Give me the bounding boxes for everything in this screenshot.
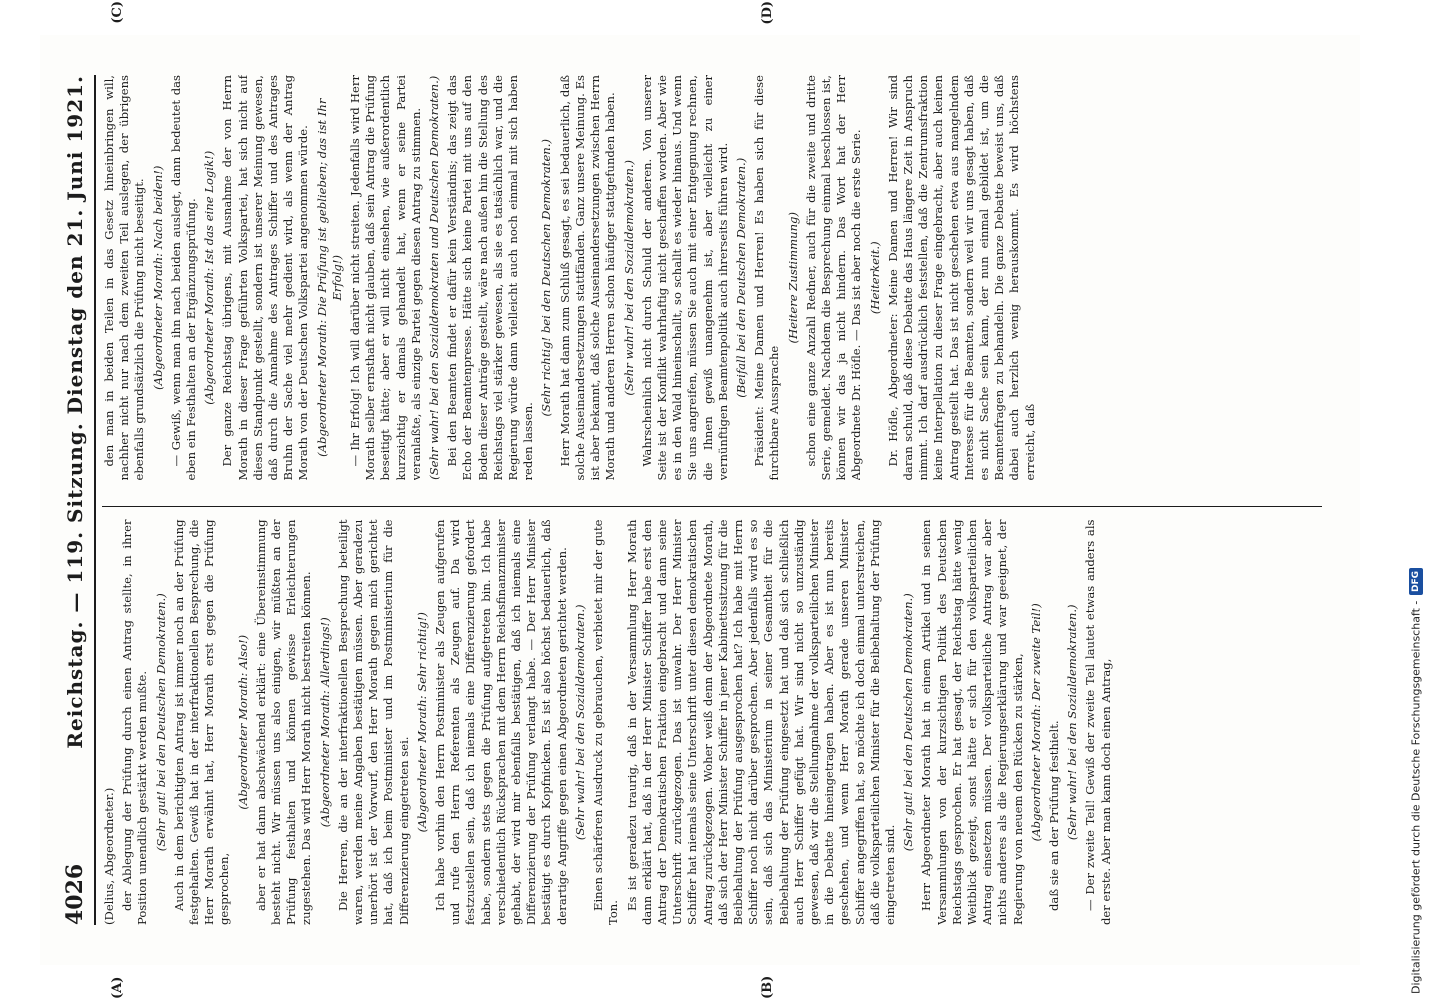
interjection: (Beifall bei den Deutschen Demokraten.): [733, 157, 748, 398]
left-column: [102, 507, 1322, 926]
interjection: (Abgeordneter Morath: Also!): [235, 634, 250, 810]
interjection: (Sehr gut! bei den Deutschen Demokraten.): [153, 593, 168, 852]
paragraph: Präsident: Meine Damen und Herren! Es haben sich für diese furchtbare Aussprache: [752, 75, 782, 481]
margin-marker-d: (D): [760, 1, 775, 25]
interjection: (Sehr wahr! bei den Sozialdemokraten.): [572, 604, 587, 841]
page-number: 4026: [62, 863, 88, 925]
paragraph: Der ganze Reichstag übrigens, mit Ausnahme der von Herrn Morath in dieser Frage geführten Volkspartei, hat sich nicht auf diesen Standpunkt gestellt, sondern ist unserer Meinung gewesen, daß durch die Annahme des Antrages Schiffer und des Antrages Bruhn der Sache viel mehr gedient wird, als wenn der Antrag Morath von der Deutschen Volkspartei angenommen würde.: [220, 75, 311, 481]
margin-marker-a: (A): [110, 976, 125, 999]
interjection: (Abgeordneter Morath: Allerdings!): [317, 617, 332, 828]
page-title: Reichstag. — 119. Sitzung. Dienstag den 21. Juni 1921.: [63, 75, 87, 749]
paragraph: Einen schärferen Ausdruck zu gebrauchen, verbietet mir der gute Ton.: [591, 519, 621, 925]
paragraph: der Ablegung der Prüfung durch einen Antrag stellte, in ihrer Position unendlich gestärkt werden mußte.: [120, 519, 150, 925]
interjection: (Sehr wahr! bei den Sozialdemokraten.): [1065, 604, 1080, 841]
interjection: (Abgeordneter Morath: Nach beiden!): [150, 165, 165, 390]
rotated-page: [40, 1, 1360, 999]
interjection: (Sehr wahr! bei den Sozialdemokraten.): [621, 159, 636, 396]
paragraph: — Der zweite Teil! Gewiß der zweite Teil lautet etwas anders als der erste. Aber man kann doch einen Antrag,: [1083, 519, 1113, 925]
paragraph: Herr Abgeordneter Morath hat in einem Artikel und in seinen Versammlungen von der kurzsichtigen Politik des Deutschen Reichstags gesprochen. Er hat gesagt, der Reichstag hätte wenig Weitblick gezeigt, sonst hätte er sich für den volksparteilichen Antrag einsetzen müssen. Der volksparteiliche Antrag war aber nichts anderes als die Regierungserklärung und war geeignet, der Regierung von neuem den Rücken zu stärken,: [919, 519, 1025, 925]
margin-marker-c: (C): [110, 1, 125, 24]
interjection: (Sehr wahr! bei den Sozialdemokraten und Deutschen Demokraten.): [427, 75, 442, 480]
speaker-label: (Delius, Abgeordneter.): [102, 787, 116, 925]
paragraph: — Ihr Erfolg! Ich will darüber nicht streiten. Jedenfalls wird Herr Morath selber ernsthaft nicht glauben, daß sein Antrag die Prüfung beseitigt hätte; aber er will nicht einsehen, wie außerordentlich kurzsichtig er damals gehandelt hat, wenn er seine Partei veranlaßte, als einzige Partei gegen diesen Antrag zu stimmen.: [348, 75, 423, 481]
credit-text: Digitalisierung gefördert durch die Deutsche Forschungsgemeinschaft -: [1409, 600, 1423, 994]
interjection: (Heiterkeit.): [867, 241, 882, 315]
right-column: [102, 75, 1322, 481]
interjection: (Abgeordneter Morath: Ist das eine Logik!): [202, 150, 217, 405]
interjection: (Sehr richtig! bei den Deutschen Demokraten.): [539, 139, 554, 417]
paragraph: Wahrscheinlich nicht durch Schuld der anderen. Von unserer Seite ist der Konflikt wahrhaftig nicht geschaffen worden. Aber wie es in den Wald hineinschallt, so schallt es wieder hinaus. Und wenn Sie uns angreifen, müssen Sie auch mit einer Entgegnung rechnen, die Ihnen gewiß unangenehm ist, aber vielleicht zu einer vernünftigen Beamtenpolitik auch ihrerseits führen wird.: [639, 75, 730, 481]
paragraph: schon eine ganze Anzahl Redner, auch für die zweite und dritte Serie, gemeldet. Nachdem die Besprechung einmal beschlossen ist, können wir das ja nicht hindern. Das Wort hat der Herr Abgeordnete Dr. Höfle. — Das ist aber noch die erste Serie.: [803, 75, 864, 481]
digitization-credit: [1404, 6, 1428, 994]
paragraph: aber er hat dann abschwächend erklärt: eine Übereinstimmung besteht nicht. Wir müssen uns also einigen, wir müßten an der Prüfung festhalten und können gewisse Erleichterungen zugestehen. Das wird Herr Morath nicht bestreiten können.: [253, 519, 314, 925]
paragraph: Bei den Beamten findet er dafür kein Verständnis; das zeigt das Echo der Beamtenpresse. Hätte sich keine Partei mit uns auf den Boden dieser Anträge gestellt, wäre nach außen hin die Stellung des Reichstags viel stärker gewesen, als sie es tatsächlich war, und die Regierung würde dann vielleicht auch noch einmal mit sich haben reden lassen.: [445, 75, 536, 481]
interjection: (Abgeordneter Morath: Sehr richtig!): [414, 612, 429, 833]
interjection: (Abgeordneter Morath: Der zweite Teil!): [1028, 603, 1043, 842]
paragraph: daß sie an der Prüfung festhielt.: [1046, 720, 1061, 911]
page-header: [62, 75, 96, 925]
paragraph: Herr Morath hat dann zum Schluß gesagt, es sei bedauerlich, daß solche Auseinandersetzungen stattfänden. Ganz unsere Meinung. Es ist aber bekannt, daß solche Auseinandersetzungen zwischen Herrn Morath und anderen Herren schon häufiger stattgefunden haben.: [557, 75, 618, 481]
interjection: (Heitere Zustimmung): [785, 211, 800, 344]
paragraph: Auch in dem berichtigten Antrag ist immer noch an der Prüfung festgehalten. Gewiß hat in der interfraktionellen Besprechung, die Herr Morath erwähnt hat, Herr Morath erst gegen die Prüfung gesprochen,: [171, 519, 232, 925]
dfg-logo: DFG: [1409, 568, 1423, 595]
interjection: (Sehr gut! bei den Deutschen Demokraten.): [901, 593, 916, 852]
margin-marker-b: (B): [760, 975, 775, 999]
paragraph: Die Herren, die an der interfraktionellen Besprechung beteiligt waren, werden meine Angaben bestätigen müssen. Aber geradezu unerhört ist der Vorwurf, den Herr Morath gegen mich gerichtet hat, daß ich beim Postminister und im Postministerium für die Differenzierung eingetreten sei.: [335, 519, 411, 925]
text-columns: [102, 75, 1322, 925]
paragraph: Es ist geradezu traurig, daß in der Versammlung Herr Morath dann erklärt hat, daß in der Herr Minister Schiffer habe erst den Antrag der Demokratischen Fraktion eingebracht und dann seine Unterschrift zurückgezogen. Das ist unwahr. Der Herr Minister Schiffer hat niemals seine Unterschrift unter diesen demokratischen Antrag zurückgezogen. Woher weiß denn der Abgeordnete Morath, daß sich der Herr Minister Schiffer in jener Kabinettssitzung für die Beibehaltung der Prüfung ausgesprochen hat? Ich habe mit Herrn Schiffer noch nicht darüber gesprochen. Aber jedenfalls wird es so sein, daß sich das Ministerium in seiner Gesamtheit für die Beibehaltung der Prüfung eingesetzt hat und daß sich schließlich auch Herr Schiffer gefügt hat. Wir sind nicht so unzuständig gewesen, daß wir die Stellungnahme der volksparteilichen Minister in die Debatte hineingetragen haben. Aber es ist nun bereits geschehen, und wenn Herr Morath gerade unseren Minister Schiffer angegriffen hat, so möchte ich doch einmal unterstreichen, daß die volksparteilichen Minister für die Beibehaltung der Prüfung eingetreten sind.: [624, 519, 897, 925]
paragraph: — Gewiß, wenn man ihn nach beiden auslegt, dann bedeutet das eben ein Festhalten an der Ergänzungsprüfung.: [168, 75, 199, 481]
paragraph: den man in beiden Teilen in das Gesetz hineinbringen will, nachher nicht nur nach dem zweiten Teil auslegen, der übrigens ebenfalls grundsätzlich die Prüfung nicht beseitigt.: [102, 75, 147, 481]
paragraph: Dr. Höfle, Abgeordneter: Meine Damen und Herren! Wir sind daran schuld, daß diese Debatte das Haus längere Zeit in Anspruch nimmt. Ich darf ausdrücklich feststellen, daß die Zentrumsfraktion keine Interpellation zu dieser Frage eingebracht, aber auch keinen Antrag gestellt hat. Das ist nicht geschehen etwa aus mangelndem Interesse für die Beamten, sondern weil wir uns gesagt haben, daß es nicht Sache sein kann, der nun einmal gebildet ist, um die Beamtenfragen zu behandeln. Die ganze Debatte beweist uns, daß dabei auch herzlich wenig herauskommt. Es wird höchstens erreicht, daß: [885, 75, 1037, 481]
interjection: (Abgeordneter Morath: Die Prüfung ist geblieben; das ist Ihr Erfolg!): [314, 98, 344, 457]
paragraph: Ich habe vorhin den Herrn Postminister als Zeugen aufgerufen und rufe den Herrn Referenten als Zeugen auf. Da wird festzustellen sein, daß ich niemals eine Differenzierung gefordert habe, sondern stets gegen die Prüfung aufgetreten bin. Ich habe verschiedentlich Rücksprachen mit dem Herrn Reichsfinanzminister gehabt, der wird mir ebenfalls bestätigen, daß ich niemals eine Differenzierung der Prüfung verlangt habe. — Der Herr Minister bestätigt es durch Kopfnicken. Es ist also höchst bedauerlich, daß derartige Angriffe gegen einen Abgeordneten gerichtet werden.: [433, 519, 569, 925]
